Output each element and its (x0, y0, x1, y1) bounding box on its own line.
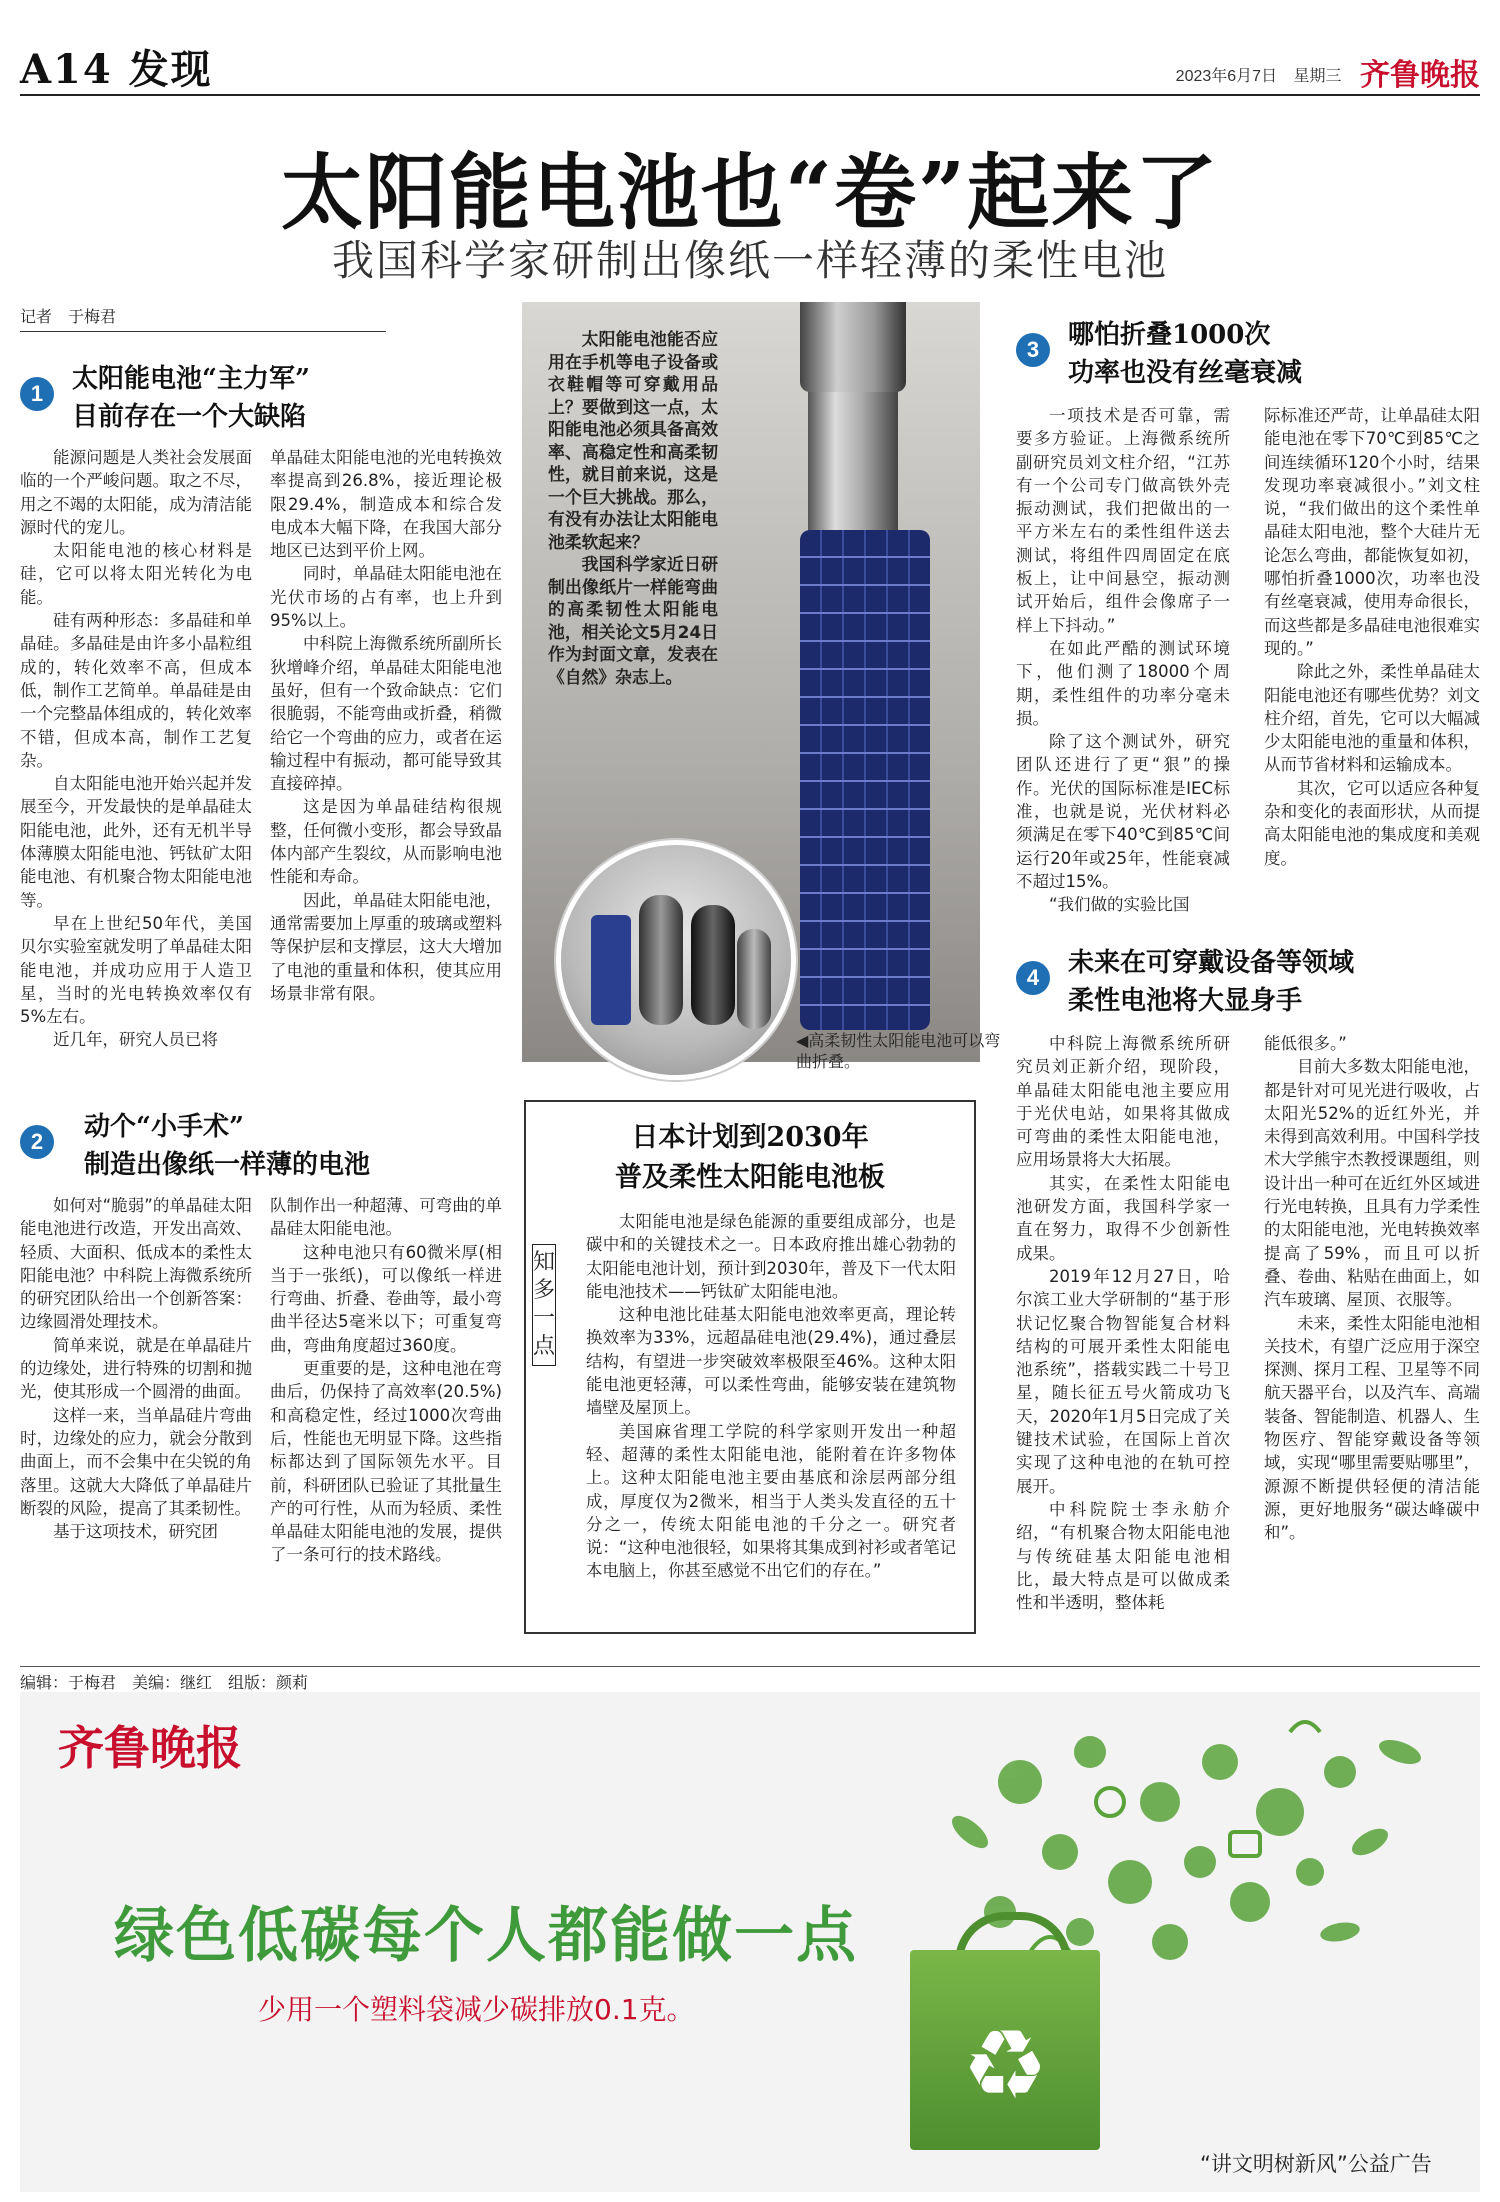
sub-headline: 我国科学家研制出像纸一样轻薄的柔性电池 (331, 236, 1168, 285)
section-2-column-b (270, 1194, 502, 1567)
know-more-label: 知多一点 (532, 1244, 556, 1366)
paragraph: 中科院院士李永舫介绍，“有机聚合物太阳能电池与传统硅基太阳能电池相比，最大特点是可以做成柔性和半透明，整体耗 (1016, 1499, 1230, 1613)
page-section-label: A14 发现 (20, 46, 213, 93)
sidebar-body (586, 1210, 956, 1583)
paragraph: 如何对“脆弱”的单晶硅太阳能电池进行改造，开发出高效、轻质、大面积、低成本的柔性太阳能电池？中科院上海微系统所的研究团队给出一个创新答案：边缘圆滑处理技术。 (20, 1196, 252, 1332)
ad-slogan: 绿色低碳每个人都能做一点 (114, 1901, 858, 1971)
section-3-heading (1016, 316, 1476, 392)
paragraph: 能低很多。” (1264, 1034, 1347, 1053)
section-3-title-line2: 功率也没有丝毫衰减 (1068, 358, 1303, 388)
paragraph: 美国麻省理工学院的科学家则开发出一种超轻、超薄的柔性太阳能电池，能附着在许多物体上。这种太阳能电池主要由基底和涂层两部分组成，厚度仅为2微米，相当于人类头发直径的五十分之一，传统太阳能电池的千分之一。研究者说：“这种电池很轻，如果将其集成到衬衫或者笔记本电脑上，你甚至感觉不出它们的存在。” (586, 1421, 956, 1581)
paragraph: 中科院上海微系统所副所长狄增峰介绍，单晶硅太阳能电池虽好，但有一个致命缺点：它们很脆弱，不能弯曲或折叠，稍微给它一个弯曲的应力，或者在运输过程中有振动，都可能导致其直接碎掉。 (270, 634, 502, 794)
ad-footer-label: “讲文明树新风”公益广告 (1200, 2152, 1432, 2176)
section-3-number: 3 (1016, 333, 1050, 367)
ad-newspaper-logo: 齐鲁晚报 (58, 1721, 242, 1775)
photo-caption: ◀高柔韧性太阳能电池可以弯曲折叠。 (796, 1031, 1001, 1071)
solar-cell-grid (800, 530, 930, 1030)
photo-overlay-text (548, 328, 718, 688)
paragraph: 因此，单晶硅太阳能电池，通常需要加上厚重的玻璃或塑料等保护层和支撑层，这大大增加了电池的重量和体积，使其应用场景非常有限。 (270, 890, 502, 1003)
recycle-icon: ♻ (961, 2009, 1049, 2121)
paragraph: 这种电池比硅基太阳能电池效率更高，理论转换效率为33%，远超晶硅电池(29.4%)，通过叠层结构，有望进一步突破效率极限至46%。这种太阳能电池更轻薄，可以柔性弯曲，能够安装在建筑物墙壁及屋顶上。 (586, 1305, 956, 1418)
section-4-number: 4 (1016, 961, 1050, 995)
section-1-title-line1: 太阳能电池“主力军” (72, 364, 310, 394)
section-4-title-line2: 柔性电池将大显身手 (1068, 986, 1303, 1016)
paragraph: 这种电池只有60微米厚(相当于一张纸)，可以像纸一样进行弯曲、折叠、卷曲等，最小弯曲半径达5毫米以下；可重复弯曲，弯曲角度超过360度。 (270, 1242, 502, 1355)
section-2-number: 2 (20, 1125, 54, 1159)
section-4-heading (1016, 944, 1476, 1020)
sidebar-title (524, 1118, 976, 1198)
section-1-column-a (20, 446, 252, 1052)
section-2-title-line1: 动个“小手术” (84, 1112, 244, 1142)
paragraph: 基于这项技术，研究团 (53, 1522, 218, 1542)
sidebar-title-line1: 日本计划到2030年 (631, 1122, 869, 1153)
paragraph: 近几年，研究人员已将 (53, 1030, 218, 1050)
paragraph: 除此之外，柔性单晶硅太阳能电池还有哪些优势？刘文柱介绍，首先，它可以大幅减少太阳能电池的重量和体积，从而节省材料和运输成本。 (1264, 662, 1480, 775)
sidebar-title-line2: 普及柔性太阳能电池板 (615, 1162, 885, 1193)
paragraph: 除了这个测试外，研究团队还进行了更“狠”的操作。光伏的国际标准是IEC标准，也就是说，光伏材料必须满足在零下40℃到85℃间运行20年或25年，性能衰减不超过15%。 (1016, 732, 1230, 891)
paragraph: 2019年12月27日，哈尔滨工业大学研制的“基于形状记忆聚合物智能复合材料结构的可展开柔性太阳能电池系统”，搭载实践二十号卫星，随长征五号火箭成功飞天，2020年1月5日完成了关键技术试验，在国际上首次实现了这种电池的在轨可控展开。 (1016, 1266, 1230, 1496)
paragraph: 队制作出一种超薄、可弯曲的单晶硅太阳能电池。 (270, 1196, 502, 1239)
paragraph: 单晶硅太阳能电池的光电转换效率提高到26.8%，接近理论极限29.4%，制造成本和综合发电成本大幅下降，在我国大部分地区已达到平价上网。 (270, 448, 502, 561)
paragraph: 自太阳能电池开始兴起并发展至今，开发最快的是单晶硅太阳能电池，此外，还有无机半导体薄膜太阳能电池、钙钛矿太阳能电池、有机聚合物太阳能电池等。 (20, 774, 252, 910)
paragraph: 更重要的是，这种电池在弯曲后，仍保持了高效率(20.5%)和高稳定性，经过1000次弯曲后，性能也无明显下降。这些指标都达到了国际领先水平。目前，科研团队已验证了其批量生产的可行性，从而为轻质、柔性单晶硅太阳能电池的发展，提供了一条可行的技术路线。 (270, 1359, 502, 1565)
paragraph: 同时，单晶硅太阳能电池在光伏市场的占有率，也上升到95%以上。 (270, 564, 502, 631)
paragraph: 我国科学家近日研制出像纸片一样能弯曲的高柔韧性太阳能电池，相关论文5月24日作为封面文章，发表在《自然》杂志上。 (548, 554, 718, 687)
section-4-title-line1: 未来在可穿戴设备等领域 (1068, 948, 1355, 978)
paragraph: 简单来说，就是在单晶硅片的边缘处，进行特殊的切割和抛光，使其形成一个圆滑的曲面。 (20, 1335, 252, 1402)
paragraph: 这是因为单晶硅结构很规整，任何微小变形，都会导致晶体内部产生裂纹，从而影响电池性能和寿命。 (270, 797, 502, 887)
section-3-column-b (1264, 404, 1480, 870)
newspaper-logo: 齐鲁晚报 (1360, 58, 1480, 93)
section-3-column-a (1016, 404, 1230, 917)
section-2-title-line2: 制造出像纸一样薄的电池 (84, 1150, 371, 1180)
paragraph: 未来，柔性太阳能电池相关技术，有望广泛应用于深空探测、探月工程、卫星等不同航天器平台，以及汽车、高端装备、智能制造、机器人、生物医疗、智能穿戴设备等领域，实现“哪里需要贴哪里”，源源不断提供轻便的清洁能源，更好地服务“碳达峰碳中和”。 (1264, 1313, 1480, 1543)
section-4-column-a (1016, 1032, 1230, 1614)
paragraph: 其实，在柔性太阳能电池研发方面，我国科学家一直在努力，取得不少创新性成果。 (1016, 1173, 1230, 1263)
section-1-number: 1 (20, 377, 54, 411)
editorial-credits: 编辑：于梅君 美编：继红 组版：颜莉 (20, 1673, 309, 1692)
paragraph: 硅有两种形态：多晶硅和单晶硅。多晶硅是由许多小晶粒组成的，转化效率不高，但成本低，制作工艺简单。单晶硅是由一个完整晶体组成的，转化效率不错，但成本高，制作工艺复杂。 (20, 611, 252, 770)
section-2-heading (20, 1108, 500, 1184)
rolled-solar-cells-inset-photo (556, 840, 796, 1080)
pole-fitting (800, 302, 906, 392)
know-more-tag (526, 1244, 560, 1404)
section-1-heading (20, 360, 500, 436)
section-1-title-line2: 目前存在一个大缺陷 (72, 402, 307, 432)
issue-weekday: 星期三 (1293, 68, 1342, 85)
ad-subslogan: 少用一个塑料袋减少碳排放0.1克。 (258, 1993, 695, 2026)
masthead-info (1176, 50, 1480, 94)
paragraph: “我们做的实验比国 (1049, 895, 1190, 915)
byline: 记者 于梅君 (20, 304, 386, 332)
paragraph: 在如此严酷的测试环境下，他们测了18000个周期，柔性组件的功率分毫未损。 (1016, 638, 1230, 728)
section-1-column-b (270, 446, 502, 1005)
paragraph: 能源问题是人类社会发展面临的一个严峻问题。取之不尽，用之不竭的太阳能，成为清洁能源时代的宠儿。 (20, 448, 252, 537)
header-rule (20, 94, 1480, 96)
paragraph: 中科院上海微系统所研究员刘正新介绍，现阶段，单晶硅太阳能电池主要应用于光伏电站，如果将其做成可弯曲的柔性太阳能电池，应用场景将大大拓展。 (1016, 1034, 1230, 1170)
paragraph: 这样一来，当单晶硅片弯曲时，边缘处的应力，就会分散到曲面上，而不会集中在尖锐的角落里。这就大大降低了单晶硅片断裂的风险，提高了其柔韧性。 (20, 1405, 252, 1518)
paragraph: 一项技术是否可靠，需要多方验证。上海微系统所副研究员刘文柱介绍，“江苏有一个公司专门做高铁外壳振动测试，我们把做出的一平方米左右的柔性组件送去测试，将组件四周固定在底板上，让中间悬空，振动测试开始后，组件会像席子一样上下抖动。” (1016, 406, 1230, 635)
paragraph: 其次，它可以适应各种复杂和变化的表面形状，从而提高太阳能电池的集成度和美观度。 (1264, 778, 1480, 868)
paragraph: 早在上世纪50年代，美国贝尔实验室就发明了单晶硅太阳能电池，并成功应用于人造卫星，当时的光电转换效率仅有5%左右。 (20, 913, 252, 1027)
section-4-column-b (1264, 1032, 1480, 1545)
paragraph: 太阳能电池是绿色能源的重要组成部分，也是碳中和的关键技术之一。日本政府推出雄心勃勃的太阳能电池计划，预计到2030年，普及下一代太阳能电池技术——钙钛矿太阳能电池。 (586, 1212, 956, 1301)
section-2-column-a (20, 1194, 252, 1543)
section-3-title-line1: 哪怕折叠1000次 (1068, 320, 1271, 350)
paragraph: 际标准还严苛，让单晶硅太阳能电池在零下70℃到85℃之间连续循环120个小时，结果发现功率衰减很小。”刘文柱说，“我们做出的这个柔性单晶硅太阳电池，整个大硅片无论怎么弯曲，都能恢复如初，哪怕折叠1000次，功率也没有丝毫衰减，使用寿命很长，而这些都是多晶硅电池很难实现的。” (1264, 406, 1480, 658)
paragraph: 太阳能电池的核心材料是硅，它可以将太阳光转化为电能。 (20, 541, 252, 607)
paragraph: 目前大多数太阳能电池，都是针对可见光进行吸收，占太阳光52%的近红外光，并未得到高效利用。中国科学技术大学熊宇杰教授课题组，则设计出一种可在近红外区域进行光电转换，且具有力学柔性的太阳能电池，光电转换效率提高了59%，而且可以折叠、卷曲、粘贴在曲面上，如汽车玻璃、屋顶、衣服等。 (1264, 1057, 1480, 1310)
issue-date: 2023年6月7日 (1175, 68, 1278, 85)
main-headline: 太阳能电池也“卷”起来了 (280, 145, 1220, 241)
footer-rule (20, 1666, 1480, 1667)
paragraph: 太阳能电池能否应用在手机等电子设备或衣鞋帽等可穿戴用品上？要做到这一点，太阳能电池必须具备高效率、高稳定性和高柔韧性，就目前来说，这是一个巨大挑战。那么，有没有办法让太阳能电池柔软起来？ (548, 329, 718, 552)
